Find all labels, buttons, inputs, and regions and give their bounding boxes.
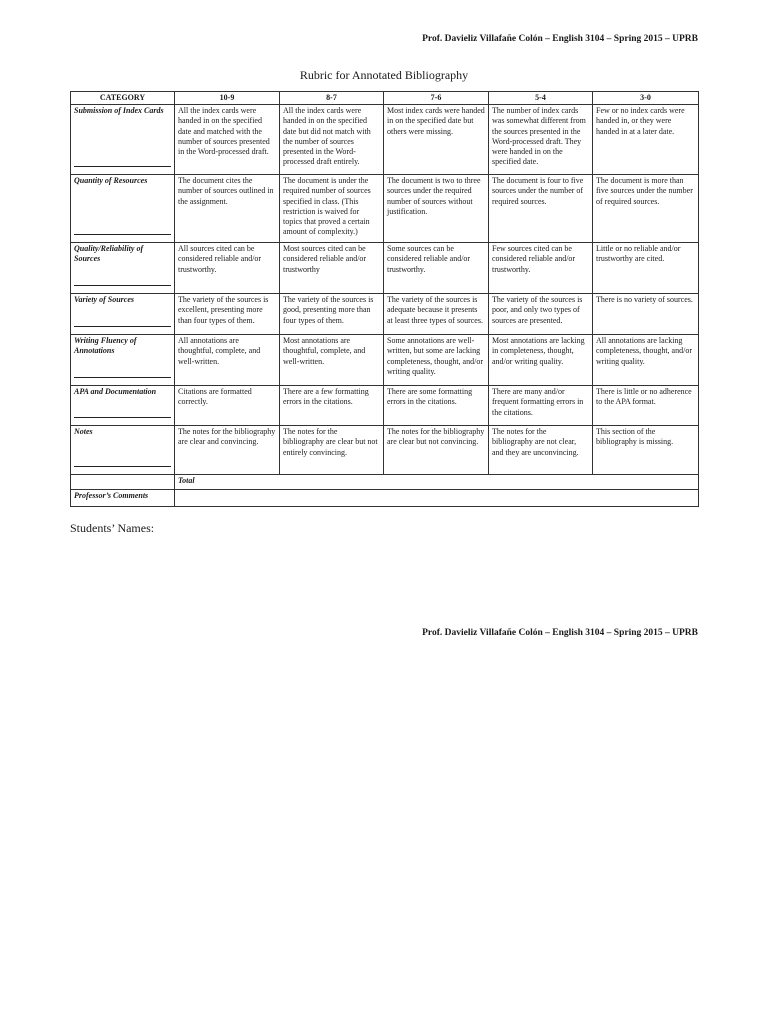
total-cell: Total <box>175 475 699 490</box>
score-line <box>74 166 171 167</box>
table-row <box>71 294 699 335</box>
students-names-label: Students’ Names: <box>70 521 155 535</box>
category-cell <box>71 386 175 426</box>
score-line <box>74 377 171 378</box>
page-footer: Prof. Davieliz Villafañe Colón – English 3104 – Spring 2015 – UPRB <box>422 628 698 638</box>
rubric-table <box>70 91 699 507</box>
criterion-cell: The notes for the bibliography are clear and convincing. <box>175 426 280 475</box>
criterion-cell: The variety of the sources is excellent, presenting more than four types of them. <box>175 294 280 335</box>
comments-row <box>71 490 699 507</box>
total-row <box>71 475 699 490</box>
criterion-cell: There are some formatting errors in the citations. <box>384 386 489 426</box>
table-row <box>71 175 699 243</box>
column-header-score: 7-6 <box>384 92 489 105</box>
header-row <box>71 92 699 105</box>
category-cell <box>71 426 175 475</box>
criterion-cell: There are a few formatting errors in the citations. <box>280 386 384 426</box>
criterion-cell: All annotations are thoughtful, complete, and well-written. <box>175 335 280 386</box>
score-line <box>74 285 171 286</box>
table-row <box>71 243 699 294</box>
criterion-cell: Few or no index cards were handed in, or they were handed in at a later date. <box>593 105 699 175</box>
table-row <box>71 335 699 386</box>
criterion-cell: The notes for the bibliography are clear but not entirely convincing. <box>280 426 384 475</box>
criterion-cell: Most sources cited can be considered reliable and/or trustworthy <box>280 243 384 294</box>
score-line <box>74 326 171 327</box>
category-cell <box>71 105 175 175</box>
criterion-cell: Citations are formatted correctly. <box>175 386 280 426</box>
category-cell <box>71 335 175 386</box>
category-label: Variety of Sources <box>74 295 134 305</box>
criterion-cell: The document is four to five sources under the number of required sources. <box>489 175 593 243</box>
criterion-cell: There is little or no adherence to the APA format. <box>593 386 699 426</box>
score-line <box>74 234 171 235</box>
criterion-cell: The variety of the sources is good, presenting more than four types of them. <box>280 294 384 335</box>
professor-comments-field[interactable] <box>175 490 699 507</box>
document-title: Rubric for Annotated Bibliography <box>299 68 469 82</box>
criterion-cell: The document is more than five sources under the number of required sources. <box>593 175 699 243</box>
table-row <box>71 426 699 475</box>
criterion-cell: All sources cited can be considered reliable and/or trustworthy. <box>175 243 280 294</box>
page-header: Prof. Davieliz Villafañe Colón – English 3104 – Spring 2015 – UPRB <box>422 34 698 44</box>
score-line <box>74 466 171 467</box>
category-cell <box>71 175 175 243</box>
column-header-score: 10-9 <box>175 92 280 105</box>
category-cell <box>71 243 175 294</box>
criterion-cell: All annotations are lacking completeness, thought, and/or writing quality. <box>593 335 699 386</box>
criterion-cell: Little or no reliable and/or trustworthy are cited. <box>593 243 699 294</box>
criterion-cell: The variety of the sources is poor, and only two types of sources are presented. <box>489 294 593 335</box>
total-blank-cell <box>71 475 175 490</box>
category-label: Notes <box>74 427 93 437</box>
column-header-score: 5-4 <box>489 92 593 105</box>
category-label: Submission of Index Cards <box>74 106 164 116</box>
column-header-category: CATEGORY <box>71 92 175 105</box>
table-row <box>71 386 699 426</box>
criterion-cell: Some annotations are well-written, but some are lacking completeness, thought, and/or writing quality. <box>384 335 489 386</box>
criterion-cell: There is no variety of sources. <box>593 294 699 335</box>
table-row <box>71 105 699 175</box>
criterion-cell: The document is under the required number of sources specified in class. (This restriction is waived for topics that proved a certain amount of complexity.) <box>280 175 384 243</box>
criterion-cell: The variety of the sources is adequate because it presents at least three types of sources. <box>384 294 489 335</box>
criterion-cell: Most index cards were handed in on the specified date but others were missing. <box>384 105 489 175</box>
criterion-cell: The document is two to three sources under the required number of sources without justification. <box>384 175 489 243</box>
category-label: Quality/Reliability of Sources <box>74 244 144 264</box>
criterion-cell: The number of index cards was somewhat different from the sources presented in the Word-processed draft. They were handed in on the specified date. <box>489 105 593 175</box>
criterion-cell: The notes for the bibliography are not clear, and they are unconvincing. <box>489 426 593 475</box>
score-line <box>74 417 171 418</box>
category-cell <box>71 294 175 335</box>
criterion-cell: There are many and/or frequent formatting errors in the citations. <box>489 386 593 426</box>
category-label: APA and Documentation <box>74 387 157 397</box>
column-header-score: 8-7 <box>280 92 384 105</box>
category-label: Writing Fluency of Annotations <box>74 336 137 356</box>
column-header-score: 3-0 <box>593 92 699 105</box>
criterion-cell: Some sources can be considered reliable and/or trustworthy. <box>384 243 489 294</box>
criterion-cell: Most annotations are lacking in completeness, thought, and/or writing quality. <box>489 335 593 386</box>
criterion-cell: All the index cards were handed in on the specified date but did not match with the number of sources presented in the Word-processed draft entirely. <box>280 105 384 175</box>
category-label: Quantity of Resources <box>74 176 148 186</box>
criterion-cell: All the index cards were handed in on the specified date and matched with the number of sources presented in the Word-processed draft. <box>175 105 280 175</box>
criterion-cell: This section of the bibliography is missing. <box>593 426 699 475</box>
criterion-cell: The document cites the number of sources outlined in the assignment. <box>175 175 280 243</box>
professor-comments-label: Professor’s Comments <box>71 490 175 507</box>
criterion-cell: Most annotations are thoughtful, complete, and well-written. <box>280 335 384 386</box>
criterion-cell: The notes for the bibliography are clear but not convincing. <box>384 426 489 475</box>
criterion-cell: Few sources cited can be considered reliable and/or trustworthy. <box>489 243 593 294</box>
